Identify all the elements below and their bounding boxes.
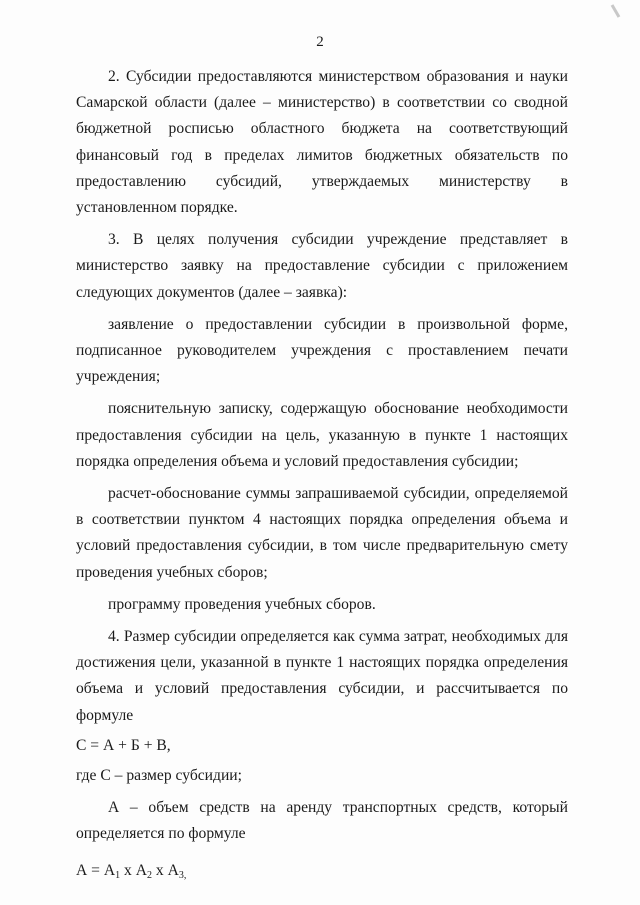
paragraph-2: 2. Субсидии предоставляются министерством образования и науки Самарской области (далее – министерство) в соответствии со сводной бюджетной росписью областного бюджета на соответствующий финансовый год в пределах лимитов бюджетных обязательств по предоставлению субсидий, утверждаемых министерству в установленном порядке. [76, 68, 568, 217]
definition-c: где С – размер субсидии; [76, 767, 242, 785]
list-item-application: заявление о предоставлении субсидии в произвольной форме, подписанное руководителем учреждения с проставлением печати учреждения; [76, 315, 568, 386]
scan-artifact [611, 4, 621, 18]
list-item-calculation: расчет-обоснование суммы запрашиваемой субсидии, определяемой в соответствии пунктом 4 настоящих порядка определения объема и условий предоставления субсидии, в том числе предварительную смету проведения учебных сборов; [76, 485, 568, 581]
paragraph-4: 4. Размер субсидии определяется как сумма затрат, необходимых для достижения цели, указанной в пункте 1 настоящих порядка определения объема и условий предоставления субсидии, и рассчитывается по формуле [76, 628, 568, 724]
page-number: 2 [316, 34, 324, 50]
list-item-program: программу проведения учебных сборов. [108, 595, 376, 613]
list-item-explanatory-note: пояснительную записку, содержащую обоснование необходимости предоставления субсидии на цель, указанную в пункте 1 настоящих порядка определения объема и условий предоставления субсидии; [76, 400, 568, 470]
document-body [76, 64, 568, 893]
formula-a: $А = А_1$ х $А_2$ х $А_{3,}$ [76, 861, 187, 881]
definition-a: А – объем средств на аренду транспортных средств, который определяется по формуле [76, 799, 568, 843]
formula-total: С = А + Б + В, [76, 736, 171, 754]
paragraph-3: 3. В целях получения субсидии учреждение представляет в министерство заявку на предоставление субсидии с приложением следующих документов (далее – заявка): [76, 231, 568, 301]
